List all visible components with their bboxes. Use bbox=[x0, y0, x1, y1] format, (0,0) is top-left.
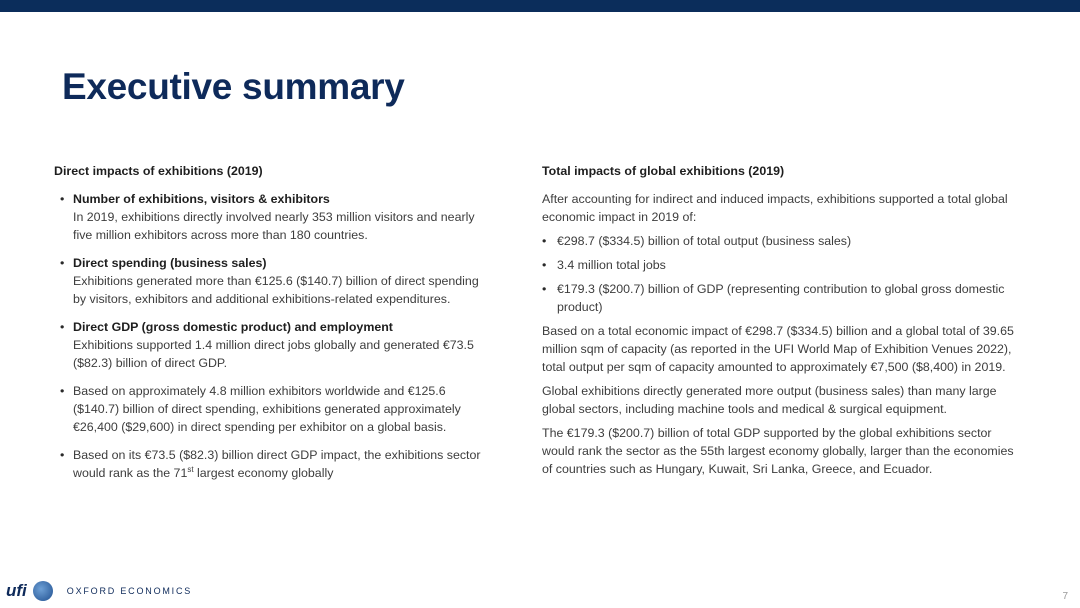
rank-text-before: Based on its €73.5 ($82.3) billion direct GDP impact, the exhibitions sector would rank as the 71 bbox=[73, 448, 481, 480]
total-impacts-intro: After accounting for indirect and induced impacts, exhibitions supported a total global economic impact in 2019 of: bbox=[542, 192, 1008, 224]
sector-comparison-paragraph: Global exhibitions directly generated more output (business sales) than many large global sectors, including machine tools and medical & surgical equipment. bbox=[542, 384, 997, 416]
list-item bbox=[54, 382, 494, 436]
footer-logos bbox=[6, 578, 192, 604]
page-number: 7 bbox=[1062, 591, 1068, 602]
direct-impacts-heading: Direct impacts of exhibitions (2019) bbox=[54, 164, 263, 178]
item-heading: • Direct GDP (gross domestic product) and employment bbox=[73, 320, 393, 334]
list-item bbox=[54, 318, 494, 372]
top-banner-bar bbox=[0, 0, 1080, 12]
direct-impacts-column bbox=[54, 162, 494, 492]
item-text: Exhibitions supported 1.4 million direct jobs globally and generated €73.5 ($82.3) billion of direct GDP. bbox=[73, 338, 474, 370]
item-heading: • Direct spending (business sales) bbox=[73, 256, 267, 270]
list-item bbox=[54, 254, 494, 308]
item-heading: • Number of exhibitions, visitors & exhibitors bbox=[73, 192, 330, 206]
oxford-economics-logo: OXFORD ECONOMICS bbox=[66, 586, 193, 596]
item-text: Exhibitions generated more than €125.6 ($140.7) billion of direct spending by visitors, exhibitors and additional exhibitions-related expenditures. bbox=[73, 274, 479, 306]
total-impacts-list bbox=[542, 232, 1014, 316]
rank-ordinal-suffix: st bbox=[187, 464, 194, 474]
gdp-rank-paragraph: The €179.3 ($200.7) billion of total GDP supported by the global exhibitions sector would rank the sector as the 55th largest economy globally, larger than the economies of countries such as Hungary, Kuwait, Sri Lanka, Greece, and Ecuador. bbox=[542, 426, 1014, 476]
capacity-paragraph: Based on a total economic impact of €298.7 ($334.5) billion and a global total of 39.65 million sqm of capacity (as reported in the UFI World Map of Exhibition Venues 2022), total output per sqm of capacity amounted to approximately €7,500 ($8,400) in 2019. bbox=[542, 324, 1014, 374]
item-text bbox=[73, 446, 494, 482]
list-item bbox=[54, 190, 494, 244]
total-impacts-column bbox=[542, 162, 1014, 484]
list-item: • €298.7 ($334.5) billion of total output (business sales) bbox=[542, 232, 1014, 250]
ufi-logo: ufi bbox=[6, 581, 27, 600]
direct-impacts-list bbox=[54, 190, 494, 482]
item-text: In 2019, exhibitions directly involved nearly 353 million visitors and nearly five million exhibitors across more than 180 countries. bbox=[73, 210, 475, 242]
rank-text-after: largest economy globally bbox=[193, 466, 334, 480]
globe-icon bbox=[33, 581, 53, 601]
list-item: • 3.4 million total jobs bbox=[542, 256, 1014, 274]
list-item bbox=[54, 446, 494, 482]
item-text: • Based on approximately 4.8 million exhibitors worldwide and €125.6 ($140.7) billion of direct spending, exhibitions generated approximately €26,400 ($29,600) in direct spending per exhibitor on a global basis. bbox=[73, 384, 461, 434]
total-impacts-heading: Total impacts of global exhibitions (2019) bbox=[542, 164, 785, 178]
page-title: Executive summary bbox=[62, 66, 405, 107]
list-item: • €179.3 ($200.7) billion of GDP (representing contribution to global gross domestic product) bbox=[542, 280, 1014, 316]
